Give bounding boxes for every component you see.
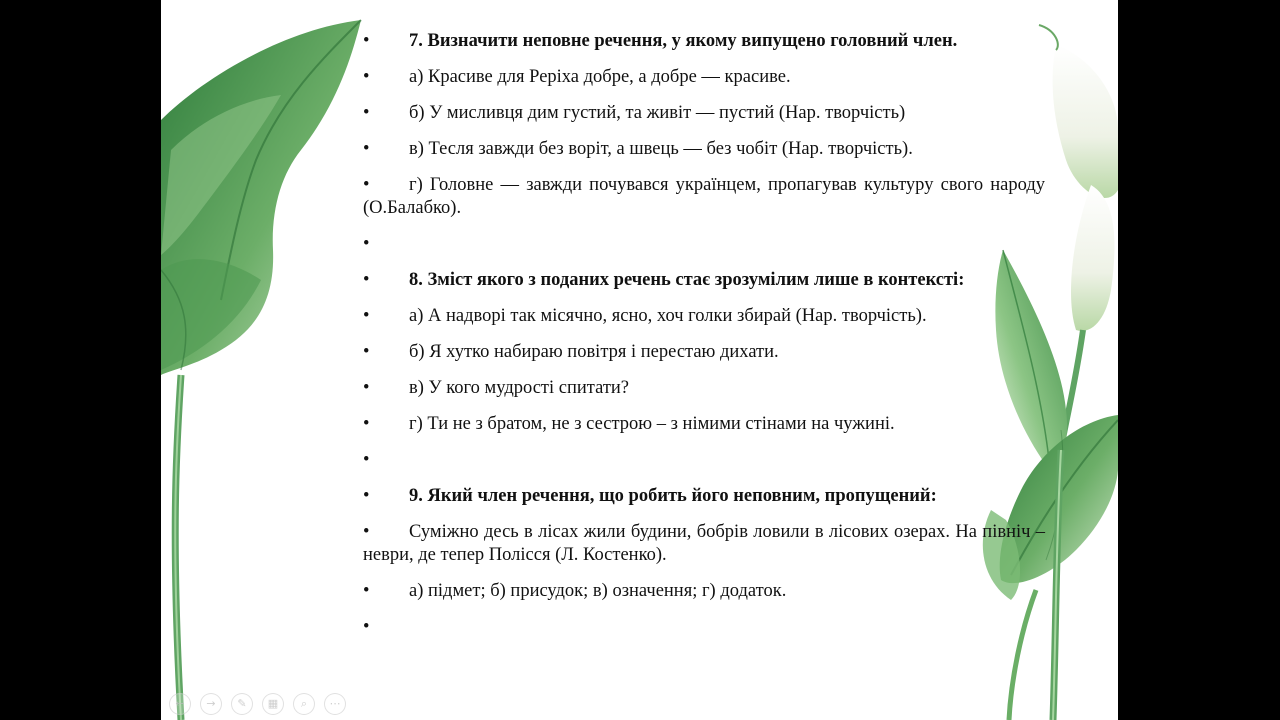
bullet-text: Суміжно десь в лісах жили будини, бобрів ловили в лісових озерах. На північ – неври, де тепер Полісся (Л. Костенко). [363,522,1045,565]
bullet-marker: • [363,175,370,195]
bullet-text: а) Красиве для Реріха добре, а добре — красиве. [409,67,791,87]
slide-bullet-line [363,521,1045,567]
slide-bullet-line [363,580,1045,603]
slide-bullet-line [363,174,1045,220]
bullet-text: 8. Зміст якого з поданих речень стає зрозумілим лише в контексті: [409,270,965,290]
slide-bullet-line [363,269,1045,292]
pen-icon: ✎ [237,697,247,710]
bullet-text: а) підмет; б) присудок; в) означення; г) додаток. [409,581,787,601]
slide-bullet-line [363,413,1045,436]
slide-empty-bullet-line [363,449,1045,472]
slide-bullet-line [363,485,1045,508]
slide-bullet-line [363,377,1045,400]
slide-bullet-line [363,102,1045,125]
bullet-marker: • [363,581,370,601]
bullet-text: а) А надворі так місячно, ясно, хоч голки збирай (Нар. творчість). [409,306,927,326]
slide-bullet-line [363,30,1045,53]
slide-empty-bullet-line [363,616,1045,639]
arrow-right-icon: → [206,697,216,710]
bullet-marker: • [363,234,370,254]
bullet-marker: • [363,270,370,290]
bullet-marker: • [363,139,370,159]
bullet-marker: • [363,103,370,123]
bullet-marker: • [363,450,370,470]
bullet-text [363,449,1045,472]
bullet-marker: • [363,31,370,51]
arrow-left-icon: ← [175,697,185,710]
bullet-text: б) У мисливця дим густий, та живіт — пустий (Нар. творчість) [409,103,906,123]
slide-empty-bullet-line [363,233,1045,256]
bullet-marker: • [363,67,370,87]
magnifier-icon: ⌕ [300,697,308,710]
next-slide-button[interactable] [200,693,222,715]
slide [161,0,1118,720]
bullet-text: 7. Визначити неповне речення, у якому випущено головний член. [409,31,958,51]
bullet-marker: • [363,378,370,398]
bullet-marker: • [363,522,370,542]
bullet-marker: • [363,342,370,362]
bullet-text: 9. Який член речення, що робить його неповним, пропущений: [409,486,937,506]
slide-text-content [363,30,1045,652]
pen-tool-button[interactable] [231,693,253,715]
previous-slide-button[interactable] [169,693,191,715]
bullet-text: в) У кого мудрості спитати? [409,378,630,398]
bullet-text: г) Головне — завжди почувався українцем, пропагував культуру свого народу (О.Балабко). [363,175,1045,218]
slide-bullet-line [363,138,1045,161]
bullet-marker: • [363,617,370,637]
bullet-marker: • [363,486,370,506]
slide-bullet-line [363,341,1045,364]
ellipsis-icon: ⋯ [329,697,341,710]
zoom-button[interactable] [293,693,315,715]
bullet-marker: • [363,306,370,326]
slide-bullet-line [363,66,1045,89]
bullet-text: в) Тесля завжди без воріт, а швець — без чобіт (Нар. творчість). [409,139,913,159]
grid-icon: ▦ [267,697,279,710]
slide-bullet-line [363,305,1045,328]
bullet-text [363,616,1045,639]
slides-overview-button[interactable] [262,693,284,715]
left-leaf [161,20,361,375]
more-options-button[interactable] [324,693,346,715]
bullet-text: г) Ти не з братом, не з сестрою – з німими стінами на чужині. [409,414,895,434]
bullet-text: б) Я хутко набираю повітря і перестаю дихати. [409,342,779,362]
bullet-text [363,233,1045,256]
bullet-marker: • [363,414,370,434]
